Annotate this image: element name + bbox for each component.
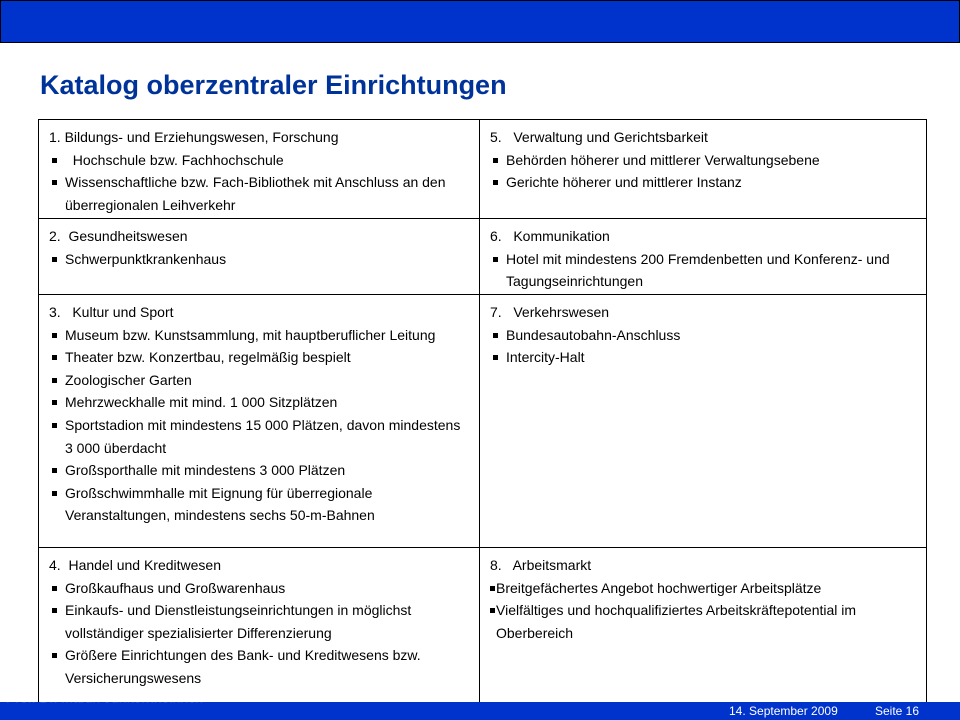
section-heading-education: 1. Bildungs- und Erziehungswesen, Forschung	[49, 129, 339, 145]
section-list-communication	[490, 248, 918, 293]
list-item: Theater bzw. Konzertbau, regelmäßig bespielt	[49, 346, 471, 369]
section-cell-5	[480, 120, 927, 219]
table-row	[39, 295, 927, 548]
section-heading-health: 2. Gesundheitswesen	[49, 228, 188, 244]
section-list-health	[49, 248, 471, 271]
header-bar	[0, 0, 960, 43]
section-cell-1	[39, 120, 480, 219]
section-list-transport	[490, 324, 918, 369]
list-item: Größere Einrichtungen des Bank- und Kreditwesens bzw. Versicherungswesens	[49, 644, 471, 689]
list-item: Mehrzweckhalle mit mind. 1 000 Sitzplätzen	[49, 391, 471, 414]
section-cell-4	[39, 548, 480, 704]
section-heading-culture: 3. Kultur und Sport	[49, 304, 174, 320]
list-item: Einkaufs- und Dienstleistungseinrichtungen in möglichst vollständiger spezialisierter Differenzierung	[49, 599, 471, 644]
list-item: Großkaufhaus und Großwarenhaus	[49, 577, 471, 600]
section-heading-communication: 6. Kommunikation	[490, 228, 610, 244]
section-cell-3	[39, 295, 480, 548]
list-item: Wissenschaftliche bzw. Fach-Bibliothek mit Anschluss an den überregionalen Leihverkehr	[49, 171, 471, 216]
page-title: Katalog oberzentraler Einrichtungen	[40, 70, 507, 100]
section-heading-administration: 5. Verwaltung und Gerichtsbarkeit	[490, 129, 708, 145]
list-item: Hochschule bzw. Fachhochschule	[49, 149, 471, 172]
list-item: Behörden höherer und mittlerer Verwaltungsebene	[490, 149, 918, 172]
section-heading-transport: 7. Verkehrswesen	[490, 304, 610, 320]
footer-date: 14. September 2009	[729, 704, 838, 718]
table-row	[39, 548, 927, 704]
list-item: Gerichte höherer und mittlerer Instanz	[490, 171, 918, 194]
list-item: Museum bzw. Kunstsammlung, mit hauptberuflicher Leitung	[49, 324, 471, 347]
list-item: Bundesautobahn-Anschluss	[490, 324, 918, 347]
section-list-education	[49, 149, 471, 217]
list-item: Sportstadion mit mindestens 15 000 Plätzen, davon mindestens 3 000 überdacht	[49, 414, 471, 459]
list-item: Großsporthalle mit mindestens 3 000 Plätzen	[49, 459, 471, 482]
footer-page-number: Seite 16	[875, 704, 920, 718]
table-row	[39, 219, 927, 295]
section-list-labour-market	[490, 577, 918, 645]
footer-author: Prof. Dr. Martin Junkernheinrich	[6, 689, 203, 705]
list-item: Großschwimmhalle mit Eignung für überregionale Veranstaltungen, mindestens sechs 50-m-Bahnen	[49, 482, 471, 527]
list-item: Vielfältiges und hochqualifiziertes Arbeitskräftepotential im Oberbereich	[490, 599, 918, 644]
catalog-table	[38, 119, 927, 704]
list-item: Intercity-Halt	[490, 346, 918, 369]
section-heading-commerce: 4. Handel und Kreditwesen	[49, 557, 221, 573]
section-cell-7	[480, 295, 927, 548]
section-list-commerce	[49, 577, 471, 690]
section-list-culture	[49, 324, 471, 527]
section-cell-2	[39, 219, 480, 295]
list-item: Schwerpunktkrankenhaus	[49, 248, 471, 271]
list-item: Breitgefächertes Angebot hochwertiger Arbeitsplätze	[490, 577, 918, 600]
section-list-administration	[490, 149, 918, 194]
section-heading-labour-market: 8. Arbeitsmarkt	[490, 557, 592, 573]
section-cell-8	[480, 548, 927, 704]
list-item: Zoologischer Garten	[49, 369, 471, 392]
list-item: Hotel mit mindestens 200 Fremdenbetten und Konferenz- und Tagungseinrichtungen	[490, 248, 918, 293]
section-cell-6	[480, 219, 927, 295]
table-row	[39, 120, 927, 219]
